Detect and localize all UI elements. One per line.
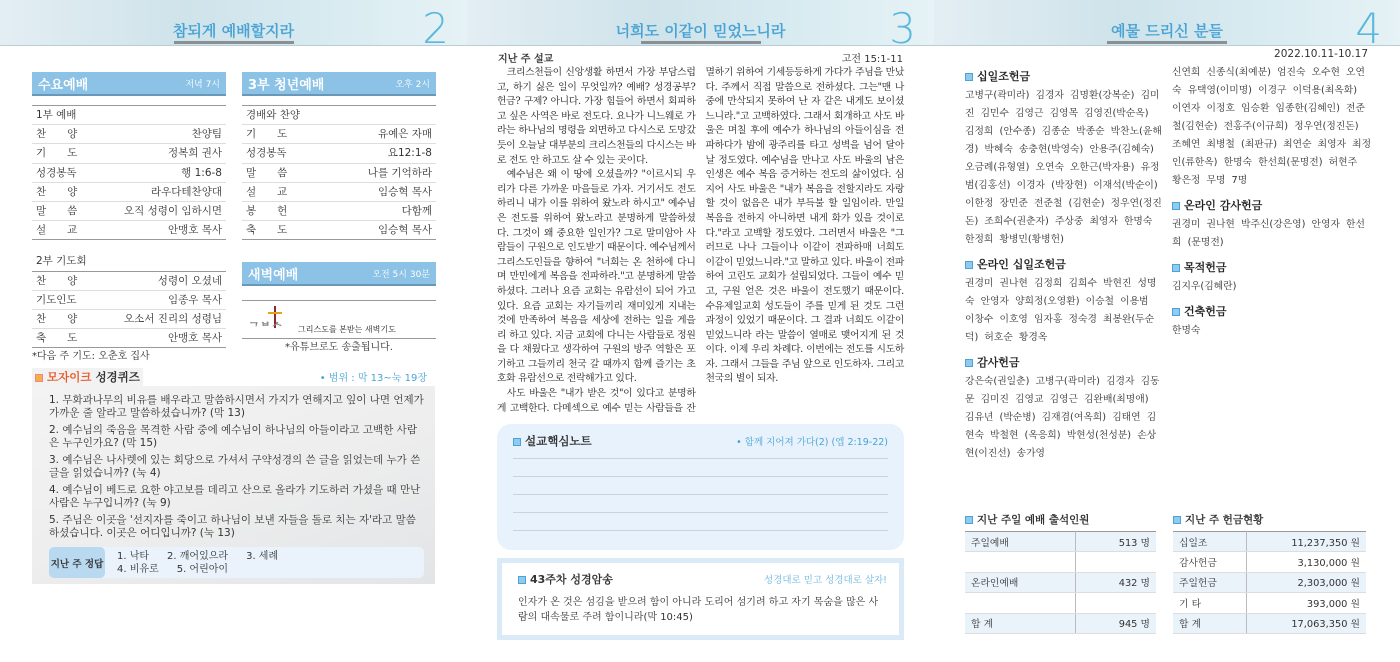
program-value: 다함께: [401, 204, 432, 217]
row-label: 합 계: [1173, 613, 1247, 633]
program-row: [32, 164, 226, 183]
program-item: 찬 양: [36, 185, 78, 198]
program-row: [32, 202, 226, 221]
notes-subtitle: • 함께 지어져 가다(2) (엡 2:19-22): [736, 437, 888, 449]
sermon-paragraph: 크리스천들이 신앙생활 하면서 가장 부담스럽고, 하기 싫은 일이 무엇일까? 예배? 성경공부? 헌금? 구제? 아니다. 가장 힘들어 하면서 회피하고 싶은 사역은 바로 전도다. 요나가 니느웨로 가라는 하나님의 명령을 외면하고 다시스로 도망갔듯이 오늘날 대부분의 크리스천들의 다시스는 바로 전도 안 하고도 살 수 있는 곳이다.: [497, 67, 696, 166]
part-title: 2부 기도회: [36, 255, 87, 268]
row-label: 온라인예배: [965, 572, 1075, 592]
program-item: 축 도: [246, 224, 288, 237]
svg-text:ᄀᄇᄉ: ᄀᄇᄉ: [248, 321, 283, 335]
part-title: 1부 예배: [36, 109, 77, 121]
row-value: 3,130,000 원: [1247, 552, 1366, 572]
answer: 5. 어린아이: [176, 563, 229, 575]
row-value: 945 명: [1075, 613, 1156, 633]
table-row: [965, 613, 1156, 633]
program-value: 안맹호 목사: [167, 224, 222, 237]
table-row: [965, 593, 1156, 613]
program-value: 오소서 진리의 성령님: [124, 312, 222, 325]
program-item: 말 씀: [246, 166, 288, 179]
table-row: [1173, 613, 1366, 633]
program-row: [242, 221, 436, 240]
program-value: 임종우 목사: [167, 293, 222, 306]
row-label: 감사헌금: [1173, 552, 1247, 572]
row-label: 합 계: [965, 613, 1075, 633]
table-row: [1173, 552, 1366, 572]
page-header: [467, 0, 934, 53]
program-item: 축 도: [36, 332, 78, 345]
program-value: 유예은 자매: [377, 128, 432, 141]
row-value: 2,303,000 원: [1247, 572, 1366, 592]
row-value: 393,000 원: [1247, 593, 1366, 613]
page-title: 너희도 이같이 믿었느니라: [615, 22, 786, 40]
table-row: [965, 572, 1156, 592]
row-value: [1075, 552, 1156, 572]
section-title: 건축헌금: [1184, 305, 1227, 318]
service-time: 저녁 7시: [185, 79, 220, 90]
offering-table: [1173, 512, 1366, 634]
quiz-question: 3. 예수님은 나사렛에 있는 회당으로 가셔서 구약성경의 쓴 글을 읽었는데 누가 쓴 글을 읽었습니까? (눅 4): [49, 454, 421, 479]
quiz-question: 4. 예수님이 베드로 요한 야고보를 데리고 산으로 올라가 기도하러 가셨을 때 만난 사람은 누구입니까? (눅 9): [49, 484, 421, 509]
program-row: [32, 272, 226, 291]
program-item: 봉 헌: [246, 204, 288, 217]
program-value: 나를 기억하라: [367, 166, 432, 179]
last-week-answers: [49, 547, 424, 578]
row-label: [965, 552, 1075, 572]
page-2: [0, 0, 467, 662]
page-title: 참되게 예배할지라: [172, 22, 295, 40]
cross-icon: [242, 301, 436, 340]
quiz-title: 성경퀴즈: [95, 370, 140, 384]
sermon-text: [497, 66, 904, 416]
program-value: 요12:1-8: [387, 147, 432, 160]
program-item: 설 교: [246, 185, 288, 198]
section-title: 3부 청년예배: [248, 77, 325, 93]
svg-text:그리스도를 본받는 새벽기도: 그리스도를 본받는 새벽기도: [298, 325, 396, 334]
donor-names: 김지우(김혜란): [1172, 281, 1237, 292]
program-value: 정복희 권사: [167, 147, 222, 160]
offering-list-left: [965, 68, 1163, 470]
table-row: [1173, 572, 1366, 592]
program-value: 오직 성령이 임하시면: [124, 204, 222, 217]
program-row: [32, 221, 226, 240]
offering-list-right: [1172, 64, 1372, 347]
program-row: [32, 125, 226, 144]
square-bullet-icon: [513, 438, 521, 446]
page-number: 2: [422, 4, 449, 53]
bible-quiz: [32, 366, 435, 584]
table-title: 지난 주 헌금현황: [1185, 514, 1264, 526]
answer: 1. 낙타: [117, 550, 150, 562]
page-number: 4: [1355, 4, 1382, 53]
program-row: [242, 183, 436, 202]
row-value: 17,063,350 원: [1247, 613, 1366, 633]
memory-verse: 인자가 온 것은 섬김을 받으려 함이 아니라 도리어 섬기려 하고 자기 목숨을 많은 사람의 대속물로 주려 함이니라(막 10:45): [518, 597, 879, 623]
page-number: 3: [889, 4, 916, 53]
date-range: 2022.10.11-10.17: [1274, 48, 1368, 60]
youtube-note: *유튜브로도 송출됩니다.: [285, 342, 393, 353]
donor-names: 고병구(곽미라) 김경자 김명환(강복순) 김미진 김민수 김영근 김영목 김영진(박순옥) 김정희 (안수종) 김종순 박종순 박찬노(윤해경) 박혜숙 송충현(박영숙) 안용주(김혜숙) 오금례(유형열) 오연숙 오한근(박자용) 유정범(김홍선) 이경자 (박장현) 이재석(박순이) 이한정 장민준 전준철 (김현순) 정우연(정진돈) 조희수(권춘자) 주상중 최영자 한명숙 한정희 황병민(황병헌): [965, 90, 1162, 245]
program-value: 안맹호 목사: [167, 332, 222, 345]
program-item: 성경봉독: [36, 166, 77, 179]
row-value: 513 명: [1075, 532, 1156, 552]
memory-slogan: 성경대로 믿고 성경대로 살자!: [764, 575, 887, 586]
program-row: [32, 183, 226, 202]
section-title: 온라인 감사헌금: [1184, 199, 1263, 212]
program-value: 임승혁 목사: [377, 224, 432, 237]
program-row: [242, 164, 436, 183]
sermon-label: 지난 주 설교: [498, 54, 554, 65]
answers-label: 지난 주 정답: [49, 547, 105, 578]
program-value: 행 1:6-8: [181, 166, 222, 179]
part-title: 경배와 찬양: [246, 109, 301, 121]
section-title: 감사헌금: [977, 356, 1020, 369]
program-item: 찬 양: [36, 312, 78, 325]
row-label: [965, 593, 1075, 613]
attendance-table: [965, 512, 1156, 634]
program-item: 성경봉독: [246, 147, 287, 160]
quiz-question: 5. 주님은 이곳을 '선지자를 죽이고 하나님이 보낸 자들을 돌로 치는 자'라고 말씀하셨습니다. 이곳은 어디입니까? (눅 13): [49, 514, 416, 539]
row-value: 11,237,350 원: [1247, 532, 1366, 552]
program-row: [32, 310, 226, 329]
sermon-paragraph: 사도 바울은 "내가 받은 것"이 있다고 분명하게 고백한다. 다메섹으로 예수 믿는 사람들을 잔멸하기 위하여 기세등등하게 가다가 주님을 만났다. 주께서 직접 말씀으로 전하셨다. 그는"맨 나중에 만삭되지 못하여 난 자 같은 내게도 보이셨느니라."고 고백하였다. 그래서 회개하고 사도 바울은 며칠 후에 예수가 하나님의 아들이심을 전파하다가 밤에 광주리를 타고 성벽을 넘어 달아날 정도였다. 예수님을 만나고 사도 바울의 남은 인생은 예수 복음 증거하는 전도의 삶이었다. 심지어 사도 바울은 "내가 복음을 전할지라도 자랑할 것이 없음은 내가 부득불 할 일임이라. 만일 복음을 전하지 아니하면 내게 화가 있을 것이로다."라고 고백할 정도였다. 그러면서 바울은 "그러므로 나나 그들이나 이같이 전파하매 너희도 이같이 믿었느니라."고 말하고 있다. 바울이 전파하여 고린도 교회가 설립되었다. 그들이 예수 믿고, 구원 얻은 것은 바울이 전도했기 때문이다. 수유제일교회 성도들이 주를 믿게 된 것도 그런 과정이 있었기 때문이다. 그 결과 너희도 이같이 믿었느니라 라는 말씀이 열매로 맺어지게 된 것이다. 이제 우리 차례다. 이번에는 전도를 시도하자. 그래서 그들을 주님 앞으로 인도하자. 그리고 천국의 별이 되자.: [497, 67, 904, 414]
service-time: 오전 5시 30분: [372, 269, 430, 280]
answer: 4. 비유로: [117, 563, 159, 575]
table-title: 지난 주일 예배 출석인원: [977, 514, 1090, 526]
sermon-column: [497, 66, 904, 640]
answer: 2. 깨어있으라: [167, 550, 229, 562]
program-row: [242, 125, 436, 144]
program-item: 설 교: [36, 224, 78, 237]
quiz-brand: 모자이크: [47, 370, 92, 384]
program-value: 찬양팀: [191, 128, 222, 141]
sermon-notes-box: [497, 424, 904, 550]
row-value: [1075, 593, 1156, 613]
memory-title: 43주차 성경암송: [530, 573, 613, 586]
program-value: 임승혁 목사: [377, 185, 432, 198]
quiz-question: 2. 예수님의 죽음을 목격한 사람 중에 예수님이 하나님의 아들이라고 고백한 사람은 누구인가요? (막 15): [49, 424, 417, 449]
row-value: 432 명: [1075, 572, 1156, 592]
row-label: 주일헌금: [1173, 572, 1247, 592]
program-item: 찬 양: [36, 274, 78, 287]
section-title: 온라인 십일조헌금: [977, 258, 1066, 271]
table-row: [1173, 593, 1366, 613]
program-item: 기 도: [246, 128, 288, 141]
youth-service: [242, 72, 436, 240]
section-title: 수요예배: [38, 77, 89, 93]
section-title: 새벽예배: [248, 267, 299, 283]
sermon-scripture: 고전 15:1-11: [841, 54, 903, 65]
sermon-paragraph: 예수님은 왜 이 땅에 오셨을까? "이르시되 우리가 다른 가까운 마을들로 가자. 거기서도 전도하리니 내가 이를 위하여 왔노라 하시고" 예수님은 전도를 위하여 왔노라고 분명하게 말씀하셨다. 그것이 왜 중요한 일인가? 그로 말미암아 사람들이 구원으로 인도받기 때문이다. 예수님께서 그리스도인들을 향하여 "너희는 온 천하에 다니며 만민에게 복음을 전파하라."고 분명하게 말씀하셨다. 그러나 요즘 교회는 유람선이 되어 가고 있다. 요즘 교회는 자기들끼리 재미있게 지내는 것에 만족하여 복음을 세상에 전하는 일을 게을리 하고 있다. 지금 교회에 다니는 사람들로 정원을 다 채웠다고 생각하여 구원의 방주 역할은 포기하고 그들끼리 천국 갈 때까지 함께 즐기는 초호화 유람선으로 전락해가고 있다.: [497, 169, 696, 385]
donor-names: 신연희 신종식(최예분) 엄진숙 오수현 오연숙 유택영(이미명) 이경구 이덕용(최옥화) 이연자 이정호 임승환 임종한(김혜인) 전준철(김현순) 전홍주(이규희) 정우연(정진돈) 조혜연 최병철 (최판규) 최연순 최영자 최정인(류한옥) 한명숙 한선희(문명전) 허현주 황은정 무명 7명: [1172, 67, 1372, 186]
program-row: [242, 202, 436, 221]
dawn-logo: [242, 300, 436, 339]
section-title: 목적헌금: [1184, 261, 1227, 274]
program-row: [32, 144, 226, 163]
memory-verse-box: [497, 558, 904, 640]
page-header: [0, 0, 467, 53]
program-item: 기 도: [36, 147, 78, 160]
program-value: 성령이 오셨네: [157, 274, 222, 287]
quiz-question: 1. 무화과나무의 비유를 배우라고 말씀하시면서 가지가 연해지고 잎이 나면 언제가 가까운 줄 알라고 말씀하셨습니까? (막 13): [49, 394, 424, 419]
program-row: [32, 329, 226, 348]
donor-names: 권경미 권나현 김정희 김희수 박현진 성명숙 안영자 양희정(오영환) 이승철 이용범 이창수 이호영 임자홍 정숙경 최봉완(두순덕) 허호순 황경옥: [965, 278, 1157, 343]
table-row: [1173, 532, 1366, 552]
table-row: [965, 552, 1156, 572]
program-item: 기도인도: [36, 293, 77, 306]
next-prayer-note: *다음 주 기도: 오춘호 집사: [32, 351, 150, 363]
quiz-header: [32, 368, 143, 386]
page-header: [934, 0, 1400, 53]
table-row: [965, 532, 1156, 552]
program-row: [32, 291, 226, 310]
donor-names: 강은숙(권일춘) 고병구(곽미라) 김경자 김동문 김미진 김영교 김영근 김완배(최명애) 김유년 (박순병) 김재겸(여옥희) 김태연 김현숙 박철현 (옥응희) 박현성(천성분) 손상현(이진선) 송가영: [965, 376, 1160, 459]
row-label: 기 타: [1173, 593, 1247, 613]
donor-names: 권경미 권나현 박주신(강은영) 안영자 한선희 (문명전): [1172, 219, 1365, 248]
notes-title: 설교핵심노트: [525, 434, 592, 449]
page-title: 예물 드리신 분들: [1111, 22, 1223, 40]
program-row: [242, 144, 436, 163]
square-bullet-icon: [518, 576, 526, 584]
service-time: 오후 2시: [395, 79, 430, 90]
donor-names: 한명숙: [1172, 325, 1201, 336]
row-label: 주일예배: [965, 532, 1075, 552]
program-value: 라우다테찬양대: [150, 185, 222, 198]
program-item: 찬 양: [36, 128, 78, 141]
dawn-service: [242, 262, 436, 354]
program-item: 말 씀: [36, 204, 78, 217]
section-title: 십일조헌금: [977, 70, 1031, 83]
quiz-range: • 범위 : 막 13~눅 19장: [319, 373, 427, 384]
row-label: 십일조: [1173, 532, 1247, 552]
answer: 3. 세례: [246, 550, 279, 562]
wednesday-service: [32, 72, 226, 363]
